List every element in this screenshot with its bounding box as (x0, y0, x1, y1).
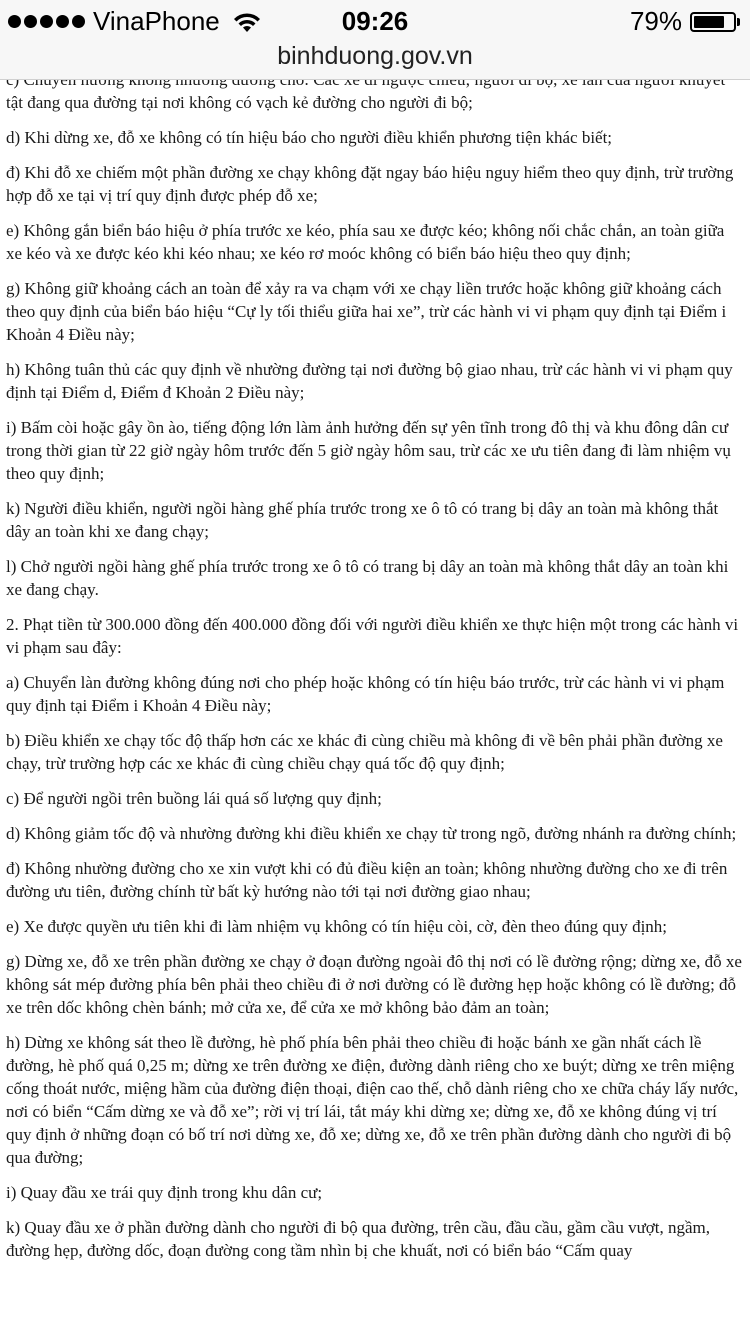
carrier-name: VinaPhone (93, 6, 220, 36)
status-right (630, 6, 736, 37)
article-paragraph: g) Không giữ khoảng cách an toàn để xảy ra va chạm với xe chạy liền trước hoặc không giữ khoảng cách theo quy định của biển báo hiệu “Cự ly tối thiểu giữa hai xe”, trừ các hành vi vi phạm quy định tại Điểm i Khoản 4 Điều này; (6, 279, 727, 344)
article-paragraph: a) Chuyển làn đường không đúng nơi cho phép hoặc không có tín hiệu báo trước, trừ các hành vi vi phạm quy định tại Điểm i Khoản 4 Điều này; (6, 673, 725, 715)
battery-percentage: 79% (629, 6, 682, 36)
article-paragraph: d) Khi dừng xe, đỗ xe không có tín hiệu báo cho người điều khiển phương tiện khác biết; (6, 128, 613, 147)
article-paragraph: k) Quay đầu xe ở phần đường dành cho người đi bộ qua đường, trên cầu, đầu cầu, gầm cầu vượt, ngầm, đường hẹp, đường dốc, đoạn đường cong tầm nhìn bị che khuất, nơi có biển báo “Cấm quay (6, 1218, 711, 1260)
article-paragraph: c) Để người ngồi trên buồng lái quá số lượng quy định; (6, 789, 382, 808)
article-paragraph: đ) Không nhường đường cho xe xin vượt khi có đủ điều kiện an toàn; không nhường đường cho xe đi trên đường ưu tiên, đường chính từ bất kỳ hướng nào tới tại nơi đường giao nhau; (6, 859, 728, 901)
article-paragraph: i) Bấm còi hoặc gây ồn ào, tiếng động lớn làm ảnh hưởng đến sự yên tĩnh trong đô thị và khu đông dân cư trong thời gian từ 22 giờ ngày hôm trước đến 5 giờ ngày hôm sau, trừ các xe ưu tiên đang đi làm nhiệm vụ theo quy định; (6, 418, 731, 483)
url-text[interactable]: binhduong.gov.vn (277, 42, 473, 70)
address-bar[interactable] (0, 40, 750, 80)
article-paragraph: 2. Phạt tiền từ 300.000 đồng đến 400.000 đồng đối với người điều khiển xe thực hiện một trong các hành vi vi phạm sau đây: (6, 615, 739, 657)
article-paragraph: e) Không gắn biển báo hiệu ở phía trước xe kéo, phía sau xe được kéo; không nối chắc chắn, an toàn giữa xe kéo và xe được kéo khi kéo nhau; xe kéo rơ moóc không có biển báo hiệu theo quy định; (6, 221, 725, 263)
status-bar (0, 0, 750, 40)
article-paragraph: h) Không tuân thủ các quy định về nhường đường tại nơi đường bộ giao nhau, trừ các hành vi vi phạm quy định tại Điểm d, Điểm đ Khoản 2 Điều này; (6, 360, 733, 402)
battery-level (694, 16, 724, 28)
article-paragraph: h) Dừng xe không sát theo lề đường, hè phố phía bên phải theo chiều đi hoặc bánh xe gần nhất cách lề đường, hè phố quá 0,25 m; dừng xe trên đường xe điện, đường dành riêng cho xe buýt; dừng xe trên miệng cống thoát nước, miệng hầm của đường điện thoại, điện cao thế, chỗ dành riêng cho xe chữa cháy lấy nước, nơi có biển “Cấm dừng xe và đỗ xe”; rời vị trí lái, tắt máy khi dừng xe; dừng xe, đỗ xe không đúng vị trí quy định ở những đoạn có bố trí nơi dừng xe, đỗ xe; dừng xe, đỗ xe trên phần đường dành cho người đi bộ qua đường; (6, 1033, 739, 1167)
article-body (6, 68, 744, 1274)
article-paragraph: tật đang qua đường tại nơi không có vạch kẻ đường cho người đi bộ; (6, 93, 473, 112)
article-paragraph: l) Chở người ngồi hàng ghế phía trước trong xe ô tô có trang bị dây an toàn mà không thắt dây an toàn khi xe đang chạy. (6, 557, 729, 599)
article-paragraph: g) Dừng xe, đỗ xe trên phần đường xe chạy ở đoạn đường ngoài đô thị nơi có lề đường rộng; dừng xe, đỗ xe không sát mép đường phía bên phải theo chiều đi ở nơi đường có lề đường hẹp hoặc không có lề đường; đỗ xe trên dốc không chèn bánh; mở cửa xe, để cửa xe mở không bảo đảm an toàn; (6, 952, 742, 1017)
article-paragraph: i) Quay đầu xe trái quy định trong khu dân cư; (6, 1183, 323, 1202)
article-paragraph: đ) Khi đỗ xe chiếm một phần đường xe chạy không đặt ngay báo hiệu nguy hiểm theo quy định, trừ trường hợp đỗ xe tại vị trí quy định được phép đỗ xe; (6, 163, 734, 205)
article-paragraph: d) Không giảm tốc độ và nhường đường khi điều khiển xe chạy từ trong ngõ, đường nhánh ra đường chính; (6, 824, 737, 843)
article-paragraph: e) Xe được quyền ưu tiên khi đi làm nhiệm vụ không có tín hiệu còi, cờ, đèn theo đúng quy định; (6, 917, 668, 936)
article-paragraph: b) Điều khiển xe chạy tốc độ thấp hơn các xe khác đi cùng chiều mà không đi về bên phải phần đường xe chạy, trừ trường hợp các xe khác đi cùng chiều chạy quá tốc độ quy định; (6, 731, 723, 773)
article-paragraph: k) Người điều khiển, người ngồi hàng ghế phía trước trong xe ô tô có trang bị dây an toàn mà không thắt dây an toàn khi xe đang chạy; (6, 499, 719, 541)
battery-icon (690, 12, 736, 32)
clock: 09:26 (341, 6, 409, 36)
